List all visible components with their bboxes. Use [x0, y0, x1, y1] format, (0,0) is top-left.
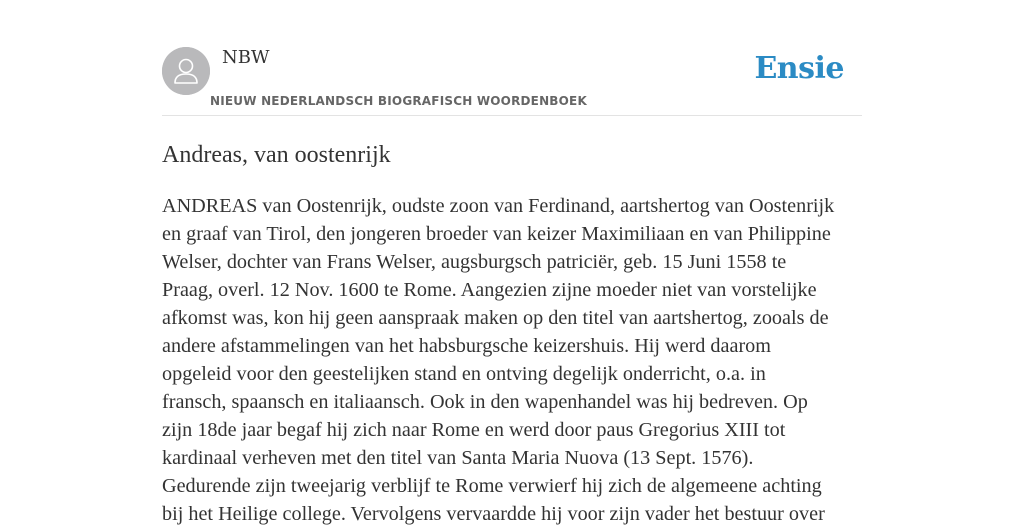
source-full-name[interactable]: NIEUW NEDERLANDSCH BIOGRAFISCH WOORDENBOEK	[210, 94, 587, 108]
article-line: en graaf van Tirol, den jongeren broeder van keizer Maximiliaan en van Philippine	[162, 223, 831, 245]
article-line: Gedurende zijn tweejarig verblijf te Rome verwierf hij zich de algemeene achting	[162, 475, 822, 497]
article-line: kardinaal verheven met den titel van Santa Maria Nuova (13 Sept. 1576).	[162, 447, 754, 469]
article-line: opgeleid voor den geestelijken stand en ontving degelijk onderricht, o.a. in	[162, 363, 766, 385]
article-line: andere afstammelingen van het habsburgsche keizershuis. Hij werd daarom	[162, 335, 771, 357]
article-line: afkomst was, kon hij geen aanspraak maken op den titel van aartshertog, zooals de	[162, 307, 829, 329]
article-line: zijn 18de jaar begaf hij zich naar Rome en werd door paus Gregorius XIII tot	[162, 419, 786, 441]
source-header	[162, 0, 862, 116]
article-line: Praag, overl. 12 Nov. 1600 te Rome. Aangezien zijne moeder niet van vorstelijke	[162, 279, 817, 301]
article-body	[162, 192, 862, 528]
ensie-logo[interactable]: Ensie	[754, 51, 844, 86]
article-line: fransch, spaansch en italiaansch. Ook in den wapenhandel was hij bedreven. Op	[162, 391, 808, 413]
article-line: bij het Heilige college. Vervolgens vervaardde hij voor zijn vader het bestuur over	[162, 503, 825, 525]
page-title: Andreas, van oostenrijk	[162, 142, 391, 168]
article-line: ANDREAS van Oostenrijk, oudste zoon van Ferdinand, aartshertog van Oostenrijk	[162, 195, 835, 217]
source-abbreviation[interactable]: NBW	[222, 47, 270, 68]
article-line: Welser, dochter van Frans Welser, augsburgsch patriciër, geb. 15 Juni 1558 te	[162, 251, 787, 273]
user-avatar-icon	[162, 47, 210, 95]
